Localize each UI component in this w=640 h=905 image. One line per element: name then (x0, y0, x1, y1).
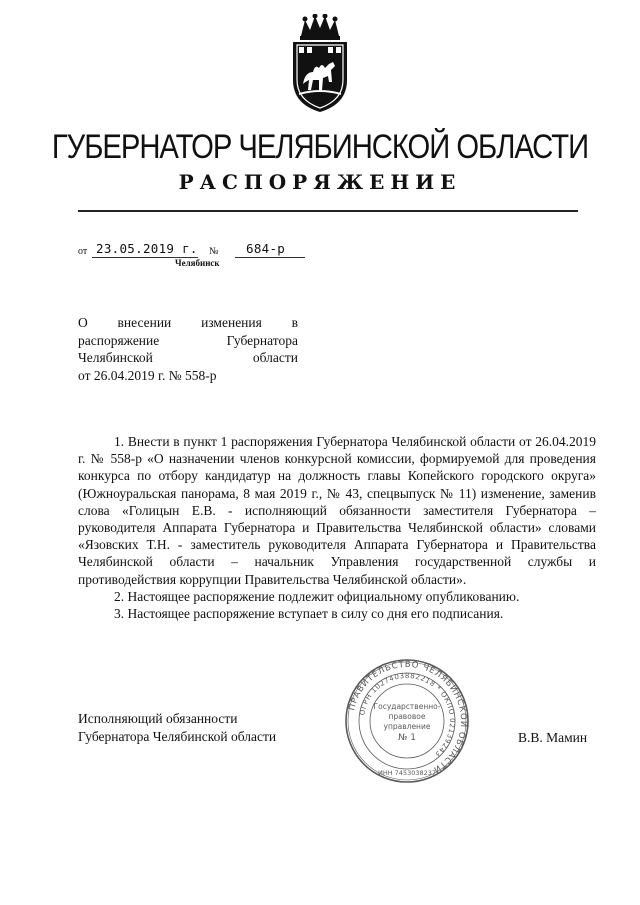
document-type: РАСПОРЯЖЕНИЕ (178, 170, 462, 194)
header-divider (78, 210, 578, 212)
official-seal (343, 657, 471, 785)
date-prefix: от (78, 246, 88, 257)
signatory-position (78, 710, 276, 746)
document-number: 684-р (246, 241, 286, 256)
subject-line-2: распоряжение Губернатора (78, 332, 298, 348)
subject-line-3: Челябинской области (78, 350, 298, 365)
number-underline (235, 257, 305, 258)
seal-center-line-4: № 1 (398, 733, 416, 743)
subject-line-4: от 26.04.2019 г. № 558-р (78, 367, 217, 383)
document-date: 23.05.2019 г. (96, 241, 198, 256)
number-prefix: № (209, 246, 219, 257)
paragraph-1: 1. Внести в пункт 1 распоряжения Губернатора Челябинской области от 26.04.2019 г. № 558-р «О назначении членов конкурсной комиссии, формируемой для проведения конкурса по отбору кандидатур на должность главы Копейского городского округа» (Южноуральская панорама, 8 мая 2019 г., № 43, спецвыпуск № 11) изменение, заменив слова «Голицын Е.В. - исполняющий обязанности заместителя Губернатора – руководителя Аппарата Губернатора и Правительства Челябинской области» словами «Язовских Т.Н. - заместитель руководителя Аппарата Губернатора и Правительства Челябинской области – начальник Управления государственной службы и противодействия коррупции Правительства Челябинской области». (78, 434, 596, 587)
paragraph-3: 3. Настоящее распоряжение вступает в силу со дня его подписания. (114, 606, 504, 622)
seal-inn-text: ИНН 7453038237 (377, 769, 437, 777)
seal-center-line-3: управление (383, 722, 431, 731)
seal-center-line-2: правовое (388, 712, 426, 721)
position-line-1: Исполняющий обязанности (78, 711, 238, 726)
subject-block (78, 314, 298, 384)
city-label: Челябинск (175, 258, 220, 268)
authority-title: ГУБЕРНАТОР ЧЕЛЯБИНСКОЙ ОБЛАСТИ (51, 128, 589, 166)
signatory-name: В.В. Мамин (518, 730, 588, 745)
paragraph-2: 2. Настоящее распоряжение подлежит официальному опубликованию. (114, 588, 520, 604)
seal-ring-text: ОГРН 1027403882218 * ОКПО 02139243 (358, 671, 457, 759)
coat-of-arms-icon (285, 14, 355, 114)
subject-line-1: О внесении изменения в (78, 315, 298, 330)
seal-outer-text: ПРАВИТЕЛЬСТВО ЧЕЛЯБИНСКОЙ ОБЛАСТИ (347, 659, 469, 775)
document-body (78, 433, 596, 622)
seal-center-line-1: Государственно- (373, 702, 441, 711)
position-line-2: Губернатора Челябинской области (78, 729, 277, 744)
